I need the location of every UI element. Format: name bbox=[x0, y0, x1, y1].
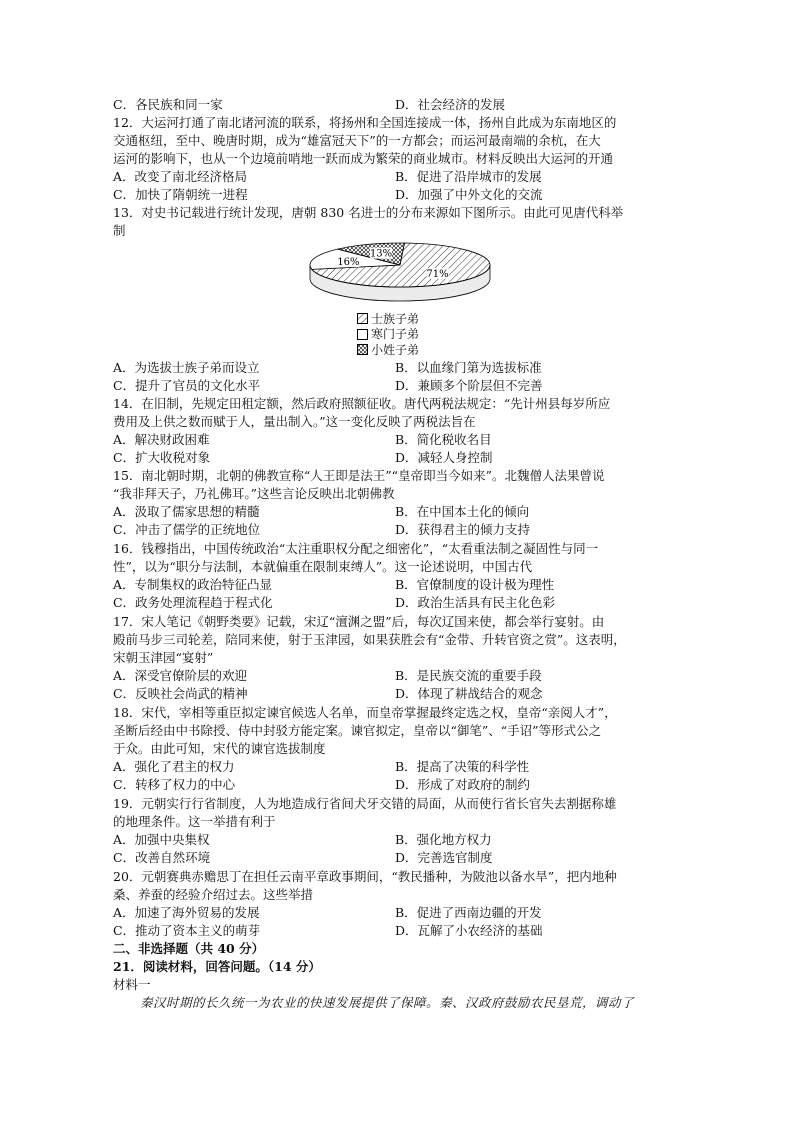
q19-option-b: B．强化地方权力 bbox=[395, 832, 492, 847]
q17-option-d: D．体现了耕战结合的观念 bbox=[395, 686, 543, 701]
q21-material-label: 材料一 bbox=[113, 977, 151, 992]
section-heading: 二、非选择题（共 40 分） bbox=[113, 941, 265, 956]
q18-option-d: D．形成了对政府的制约 bbox=[395, 777, 531, 792]
q18-stem-line-3: 于众。由此可知，宋代的谏官选拔制度 bbox=[113, 741, 326, 756]
q21-title: 21．阅读材料，回答问题。（14 分） bbox=[113, 959, 321, 974]
q14-option-b: B．简化税收名目 bbox=[395, 432, 492, 447]
q20-option-a: A．加速了海外贸易的发展 bbox=[113, 905, 260, 920]
blank-swatch-icon bbox=[357, 329, 368, 340]
q20-option-c: C．推动了资本主义的萌芽 bbox=[113, 923, 261, 938]
q15-option-b: B．在中国本土化的倾向 bbox=[395, 504, 530, 519]
legend-label-shizu: 士族子弟 bbox=[371, 311, 420, 326]
q19-option-d: D．完善选官制度 bbox=[395, 850, 493, 865]
q12-option-b: B．促进了沿岸城市的发展 bbox=[395, 169, 542, 184]
q15-stem-line-1: 15．南北朝时期，北朝的佛教宣称“人王即是法王”“皇帝即当今如来”。北魏僧人法果曾说 bbox=[113, 468, 605, 483]
q18-stem-line-2: 圣断后经由中书除授、侍中封驳方能定案。谏官拟定，皇帝以“御笔”、“手诏”等形式公之 bbox=[113, 723, 602, 738]
q19-stem-line-2: 的地理条件。这一举措有利于 bbox=[113, 814, 276, 829]
q13-stem-line-2: 制 bbox=[113, 223, 126, 238]
q20-option-d: D．瓦解了小农经济的基础 bbox=[395, 923, 543, 938]
q17-option-a: A．深受官僚阶层的欢迎 bbox=[113, 668, 248, 683]
q16-stem-line-2: 性”，以为“职分与法制，本就偏重在限制束缚人”。这一论述说明，中国古代 bbox=[113, 559, 533, 574]
q13-option-c: C．提升了官员的文化水平 bbox=[113, 378, 261, 393]
q20-stem-line-2: 桑、养蚕的经验介绍过去。这些举措 bbox=[113, 887, 314, 902]
q11-option-c: C．各民族和同一家 bbox=[113, 97, 223, 112]
q18-stem-line-1: 18．宋代，宰相等重臣拟定谏官候选人名单，而皇帝掌握最终定选之权，皇帝“亲阅人才”， bbox=[113, 705, 617, 720]
q17-option-b: B．是民族交流的重要手段 bbox=[395, 668, 542, 683]
q17-option-c: C．反映社会尚武的精神 bbox=[113, 686, 248, 701]
q16-stem-line-1: 16．钱穆指出，中国传统政治“太注重职权分配之细密化”，“太看重法制之凝固性与同一 bbox=[113, 541, 599, 556]
q14-option-a: A．解决财政困难 bbox=[113, 432, 210, 447]
q20-stem-line-1: 20．元朝赛典赤赡思丁在担任云南平章政事期间，“教民播种，为陂池以备水旱”，把内地种 bbox=[113, 869, 617, 884]
q21-material-text: 秦汉时期的长久统一为农业的快速发展提供了保障。秦、汉政府鼓励农民垦荒，调动了 bbox=[140, 995, 635, 1010]
q15-option-d: D．获得君主的倾力支持 bbox=[395, 522, 531, 537]
slice-shizu-label: 71% bbox=[426, 268, 449, 280]
q17-stem-line-3: 宋朝玉津园“宴射” bbox=[113, 650, 214, 665]
q11-option-d: D．社会经济的发展 bbox=[395, 97, 506, 112]
q14-option-c: C．扩大收税对象 bbox=[113, 450, 211, 465]
q16-option-a: A．专制集权的政治特征凸显 bbox=[113, 577, 273, 592]
q12-option-d: D．加强了中外文化的交流 bbox=[395, 187, 543, 202]
q13-option-a: A．为选拔士族子弟而设立 bbox=[113, 360, 260, 375]
q17-stem-line-1: 17．宋人笔记《朝野类要》记载，宋辽“澶渊之盟”后，每次辽国来使，都会举行宴射。由 bbox=[113, 614, 605, 629]
legend-item-shizu bbox=[357, 311, 419, 327]
q13-option-d: D．兼顾多个阶层但不完善 bbox=[395, 378, 543, 393]
hatch-swatch-icon bbox=[357, 313, 368, 324]
chart-legend bbox=[357, 311, 419, 358]
q17-stem-line-2: 殿前马步三司轮差，陪同来使，射于玉津园，如果获胜会有“金带、升转官资之赏”。这表明， bbox=[113, 632, 626, 647]
q16-option-b: B．官僚制度的设计极为理性 bbox=[395, 577, 555, 592]
q12-stem-line-1: 12．大运河打通了南北诸河流的联系，将扬州和全国连接成一体，扬州自此成为东南地区的 bbox=[113, 115, 617, 130]
q13-option-b: B．以血缘门第为选拔标准 bbox=[395, 360, 542, 375]
q15-option-c: C．冲击了儒学的正统地位 bbox=[113, 522, 261, 537]
pie-chart bbox=[300, 240, 500, 310]
slice-xiaoxing-label: 13% bbox=[369, 248, 393, 260]
q12-option-a: A．改变了南北经济格局 bbox=[113, 169, 248, 184]
q19-stem-line-1: 19．元朝实行行省制度，人为地造成行省间犬牙交错的局面，从而使行省长官失去割据称雄 bbox=[113, 796, 617, 811]
q19-option-c: C．改善自然环境 bbox=[113, 850, 211, 865]
legend-item-xiaoxing bbox=[357, 342, 419, 358]
q20-option-b: B．促进了西南边疆的开发 bbox=[395, 905, 542, 920]
q14-stem-line-2: 费用及上供之数而赋于人，量出制入。”这一变化反映了两税法旨在 bbox=[113, 414, 476, 429]
q16-option-d: D．政治生活具有民主化色彩 bbox=[395, 595, 556, 610]
legend-label-xiaoxing: 小姓子弟 bbox=[371, 342, 420, 357]
crosshatch-swatch-icon bbox=[357, 344, 368, 355]
q12-stem-line-2: 交通枢纽，至中、晚唐时期，成为“雄富冠天下”的一方都会；而运河最南端的余杭，在大 bbox=[113, 133, 601, 148]
legend-label-hanmen: 寒门子弟 bbox=[371, 327, 420, 342]
q15-option-a: A．汲取了儒家思想的精髓 bbox=[113, 504, 260, 519]
q18-option-b: B．提高了决策的科学性 bbox=[395, 759, 530, 774]
q18-option-a: A．强化了君主的权力 bbox=[113, 759, 235, 774]
q13-stem-line-1: 13．对史书记载进行统计发现，唐朝 830 名进士的分布来源如下图所示。由此可见唐代科举 bbox=[113, 205, 624, 220]
slice-hanmen-label: 16% bbox=[337, 257, 360, 269]
q15-stem-line-2: “我非拜天子，乃礼佛耳。”这些言论反映出北朝佛教 bbox=[113, 486, 395, 501]
q18-option-c: C．转移了权力的中心 bbox=[113, 777, 236, 792]
q16-option-c: C．政务处理流程趋于程式化 bbox=[113, 595, 273, 610]
legend-item-hanmen bbox=[357, 327, 419, 343]
q12-stem-line-3: 运河的影响下，也从一个边境前哨地一跃而成为繁荣的商业城市。材料反映出大运河的开通 bbox=[113, 151, 614, 166]
q14-stem-line-1: 14．在旧制，先规定田租定额，然后政府照额征收。唐代两税法规定：“先计州县每岁所应 bbox=[113, 396, 611, 411]
q19-option-a: A．加强中央集权 bbox=[113, 832, 210, 847]
q14-option-d: D．减轻人身控制 bbox=[395, 450, 493, 465]
q12-option-c: C．加快了隋朝统一进程 bbox=[113, 187, 248, 202]
